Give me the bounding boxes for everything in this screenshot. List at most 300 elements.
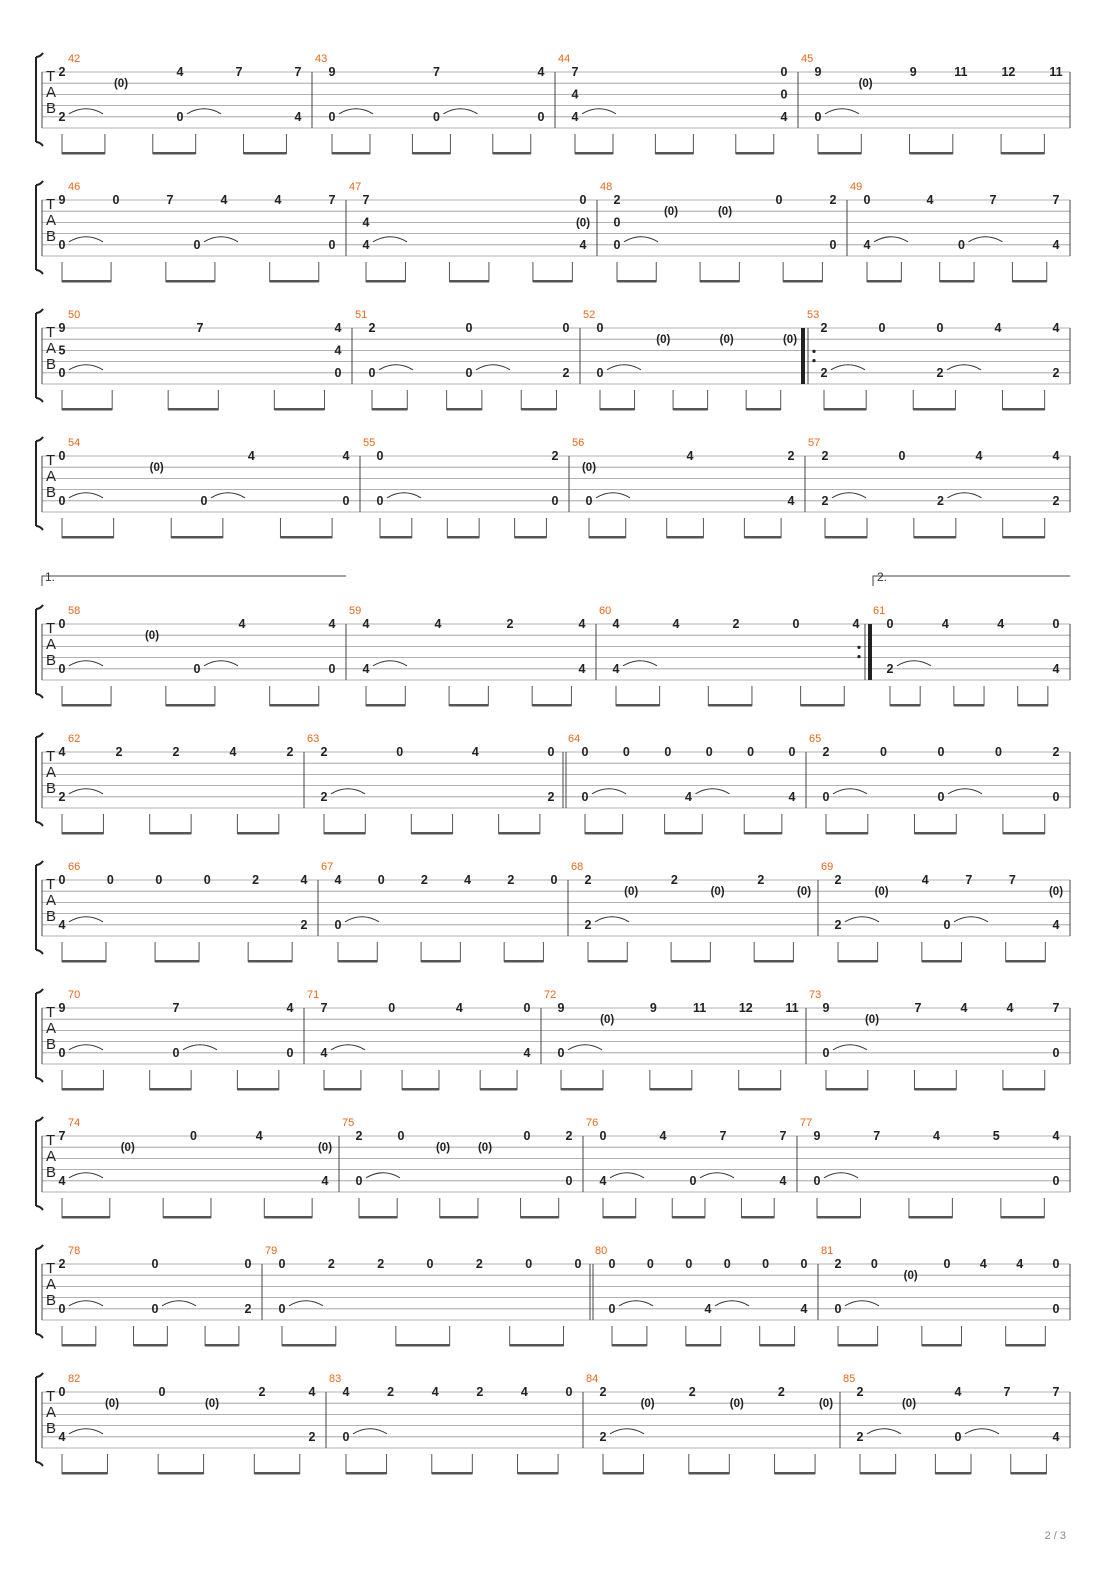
fret-number: 2 — [821, 449, 829, 463]
fret-number: 9 — [58, 193, 66, 207]
fret-number: 0 — [278, 1257, 286, 1271]
fret-number: 2 — [821, 493, 829, 508]
fret-number: 2 — [562, 365, 570, 380]
measure-number: 71 — [307, 989, 320, 1001]
measure — [807, 309, 1060, 411]
note-beam — [838, 1344, 878, 1347]
fret-number: 0 — [58, 1045, 66, 1060]
fret-number: 7 — [1008, 873, 1016, 887]
fret-number: 2 — [937, 493, 944, 508]
fret-number: 0 — [822, 1045, 830, 1060]
fret-number: 0 — [579, 193, 587, 207]
fret-number: 11 — [785, 1001, 799, 1015]
ghost-fret-number: (0) — [903, 1270, 918, 1283]
note-beam — [783, 280, 822, 283]
tab-clef-letter: T — [46, 1132, 56, 1149]
fret-number: 7 — [196, 321, 204, 335]
measure-number: 57 — [808, 437, 821, 449]
fret-number: 2 — [565, 1129, 573, 1143]
measure-number: 52 — [583, 309, 596, 321]
fret-number: 0 — [328, 109, 336, 124]
fret-number: 2 — [58, 109, 66, 124]
note-beam — [914, 832, 956, 835]
note-beam — [588, 960, 627, 963]
fret-number: 4 — [434, 617, 442, 631]
fret-number: 7 — [172, 1001, 180, 1015]
ghost-fret-number: (0) — [317, 1142, 333, 1155]
fret-number: 2 — [420, 873, 428, 887]
fret-number: 2 — [327, 1257, 335, 1271]
fret-number: 0 — [943, 917, 951, 932]
fret-number: 0 — [565, 1173, 573, 1188]
slur-arc — [204, 661, 238, 666]
tab-system — [36, 1245, 1070, 1347]
fret-number: 4 — [300, 873, 308, 887]
fret-number: 2 — [584, 917, 592, 932]
fret-number: 0 — [58, 617, 66, 631]
note-beam — [282, 1344, 336, 1347]
fret-number: 4 — [994, 321, 1002, 335]
tab-clef-letter: T — [46, 1260, 56, 1277]
fret-number: 4 — [58, 1173, 66, 1188]
slur-arc — [824, 1173, 858, 1178]
fret-number: 4 — [537, 65, 545, 79]
fret-number: 0 — [954, 1429, 962, 1444]
measure-number: 68 — [571, 861, 584, 873]
measure — [800, 1117, 1060, 1219]
repeat-start-bar — [801, 328, 805, 384]
slur-arc — [610, 1173, 644, 1178]
slur-arc — [596, 493, 630, 498]
fret-number: 0 — [878, 321, 886, 335]
fret-number: 2 — [551, 449, 559, 463]
tab-clef-letter: A — [46, 1276, 57, 1293]
measure-number: 42 — [68, 53, 81, 65]
fret-number: 0 — [581, 745, 589, 759]
repeat-dot — [812, 359, 815, 362]
fret-number: 7 — [1052, 1001, 1060, 1015]
slur-arc — [832, 493, 866, 498]
measure-number: 75 — [342, 1117, 355, 1129]
measure-number: 51 — [355, 309, 368, 321]
fret-number: 0 — [585, 493, 593, 508]
ghost-fret-number: (0) — [796, 886, 812, 899]
ghost-fret-number: (0) — [149, 462, 164, 475]
note-beam — [62, 1216, 110, 1219]
slur-arc — [624, 237, 658, 242]
fret-number: 0 — [465, 321, 473, 335]
measure — [363, 437, 559, 539]
measure — [821, 861, 1063, 963]
fret-number: 4 — [342, 1385, 350, 1399]
note-beam — [672, 1216, 705, 1219]
measure-number: 56 — [572, 437, 585, 449]
note-beam — [62, 280, 111, 283]
fret-number: 4 — [787, 493, 795, 508]
slur-arc — [954, 917, 988, 922]
ghost-fret-number: (0) — [581, 462, 597, 475]
note-beam — [954, 704, 984, 707]
note-beam — [346, 1472, 387, 1475]
slur-arc — [595, 917, 629, 922]
fret-number: 0 — [537, 109, 545, 124]
note-beam — [166, 704, 215, 707]
fret-number: 4 — [788, 789, 796, 804]
fret-number: 0 — [596, 321, 604, 335]
tab-system — [36, 181, 1070, 283]
fret-number: 4 — [247, 449, 255, 463]
note-beam — [521, 408, 556, 411]
fret-number: 4 — [255, 1129, 263, 1143]
note-beam — [935, 1472, 971, 1475]
note-beam — [338, 960, 377, 963]
fret-number: 11 — [1049, 65, 1063, 79]
fret-number: 0 — [328, 661, 336, 676]
measure — [801, 53, 1063, 155]
tab-system — [36, 1117, 1070, 1219]
volta-line — [873, 576, 1070, 586]
note-beam — [824, 408, 866, 411]
fret-number: 0 — [937, 789, 945, 804]
note-beam — [825, 536, 867, 539]
fret-number: 4 — [1052, 1129, 1060, 1143]
fret-number: 0 — [433, 109, 440, 124]
tab-clef-letter: A — [46, 1148, 57, 1165]
note-beam — [518, 1472, 559, 1475]
fret-number: 0 — [863, 193, 871, 207]
measure — [59, 437, 350, 539]
fret-number: 9 — [814, 65, 822, 79]
fret-number: 7 — [914, 1001, 922, 1015]
fret-number: 2 — [172, 745, 180, 759]
slur-arc — [610, 1429, 644, 1434]
slur-arc — [897, 661, 931, 666]
note-beam — [603, 1216, 636, 1219]
volta-label: 1. — [45, 570, 56, 584]
repeat-dot — [812, 350, 815, 353]
fret-number: 2 — [886, 661, 894, 676]
tab-clef-letter: T — [46, 68, 56, 85]
tab-clef-letter: T — [46, 620, 56, 637]
slur-arc — [353, 1429, 387, 1434]
note-beam — [818, 152, 861, 155]
fret-number: 0 — [747, 745, 755, 759]
tab-clef-letter: T — [46, 452, 56, 469]
note-beam — [1002, 408, 1044, 411]
note-beam — [667, 536, 704, 539]
tab-system — [36, 309, 1070, 411]
volta-bracket-first — [42, 570, 346, 586]
fret-number: 4 — [328, 617, 336, 631]
fret-number: 0 — [1052, 617, 1060, 631]
note-beam — [1006, 1344, 1046, 1347]
fret-number: 0 — [193, 661, 201, 676]
fret-number: 0 — [937, 745, 945, 759]
fret-number: 0 — [581, 789, 589, 804]
fret-number: 2 — [58, 1257, 66, 1271]
fret-number: 4 — [800, 1301, 808, 1316]
note-beam — [324, 1088, 361, 1091]
slur-arc — [289, 1301, 323, 1306]
measure-number: 74 — [68, 1117, 81, 1129]
tab-clef-letter: B — [46, 356, 57, 373]
fret-number: 0 — [943, 1257, 951, 1271]
measure — [315, 53, 545, 155]
measure — [572, 437, 795, 539]
fret-number: 2 — [547, 789, 555, 804]
slur-arc — [69, 789, 103, 794]
measure-number: 77 — [800, 1117, 813, 1129]
note-beam — [826, 1088, 868, 1091]
fret-number: 0 — [200, 493, 208, 508]
fret-number: 2 — [732, 617, 740, 631]
fret-number: 7 — [294, 65, 302, 79]
note-beam — [914, 536, 956, 539]
note-beam — [270, 704, 319, 707]
fret-number: 0 — [898, 449, 906, 463]
note-beam — [914, 1088, 956, 1091]
measure-number: 48 — [600, 181, 613, 193]
measure-number: 64 — [568, 733, 581, 745]
note-beam — [244, 152, 287, 155]
note-beam — [867, 280, 901, 283]
fret-number: 2 — [300, 917, 308, 932]
repeat-dot — [857, 655, 860, 658]
fret-number: 9 — [909, 65, 917, 79]
fret-number: 2 — [506, 617, 514, 631]
fret-number: 4 — [1052, 449, 1060, 463]
tab-system — [36, 605, 1070, 707]
measure — [329, 1373, 573, 1475]
fret-number: 2 — [820, 321, 828, 335]
fret-number: 0 — [342, 493, 350, 508]
measure-number: 73 — [809, 989, 822, 1001]
fret-number: 7 — [873, 1129, 881, 1143]
measure-number: 84 — [586, 1373, 599, 1385]
fret-number: 0 — [1052, 1045, 1060, 1060]
fret-number: 0 — [880, 745, 887, 759]
note-beam — [801, 704, 845, 707]
tab-system — [36, 1373, 1070, 1475]
slur-arc — [833, 789, 867, 794]
fret-number: 9 — [649, 1001, 657, 1015]
measure — [850, 181, 1060, 283]
note-beam — [603, 1472, 644, 1475]
tab-clef-letter: A — [46, 1404, 57, 1421]
slur-arc — [373, 237, 407, 242]
fret-number: 2 — [475, 1257, 483, 1271]
fret-number: 0 — [523, 1129, 531, 1143]
slur-arc — [833, 1045, 867, 1050]
fret-number: 4 — [308, 1385, 316, 1399]
measure — [821, 1245, 1060, 1347]
measure-number: 65 — [809, 733, 822, 745]
fret-number: 2 — [115, 745, 123, 759]
fret-number: 0 — [762, 1257, 770, 1271]
note-beam — [62, 1472, 107, 1475]
measure — [59, 181, 336, 283]
note-beam — [153, 152, 196, 155]
fret-number: 4 — [1016, 1257, 1024, 1271]
note-beam — [617, 280, 656, 283]
fret-number: 12 — [1001, 65, 1016, 79]
fret-number: 9 — [822, 1001, 830, 1015]
tab-clef-letter: B — [46, 100, 57, 117]
note-beam — [264, 1216, 312, 1219]
fret-number: 4 — [578, 661, 586, 676]
slur-arc — [345, 917, 379, 922]
fret-number: 2 — [320, 789, 328, 804]
note-beam — [449, 704, 488, 707]
fret-number: 7 — [965, 873, 973, 887]
fret-number: 2 — [476, 1385, 484, 1399]
fret-number: 2 — [368, 321, 376, 335]
note-beam — [324, 832, 365, 835]
note-beam — [1012, 280, 1046, 283]
fret-number: 4 — [933, 1129, 940, 1143]
measure — [544, 989, 799, 1091]
fret-number: 0 — [368, 365, 376, 380]
fret-number: 4 — [320, 1045, 328, 1060]
measure-number: 46 — [68, 181, 81, 193]
fret-number: 4 — [431, 1385, 439, 1399]
fret-number: 0 — [172, 1045, 180, 1060]
slur-arc — [69, 1429, 103, 1434]
tab-clef-letter: B — [46, 780, 57, 797]
slur-arc — [183, 1045, 217, 1050]
note-beam — [1018, 704, 1048, 707]
fret-number: 2 — [377, 1257, 385, 1271]
note-beam — [237, 832, 278, 835]
note-beam — [432, 1472, 473, 1475]
measure — [809, 989, 1060, 1091]
slur-arc — [69, 661, 103, 666]
measure-number: 76 — [586, 1117, 599, 1129]
fret-number: 4 — [176, 65, 184, 79]
note-beam — [775, 1472, 816, 1475]
measure — [59, 605, 336, 707]
note-beam — [447, 408, 482, 411]
ghost-fret-number: (0) — [104, 1398, 120, 1411]
note-beam — [62, 704, 111, 707]
fret-number: 0 — [376, 493, 384, 508]
fret-number: 0 — [355, 1173, 363, 1188]
note-beam — [673, 408, 708, 411]
slur-arc — [696, 789, 730, 794]
fret-number: 4 — [362, 617, 370, 631]
note-beam — [741, 1216, 774, 1219]
fret-number: 4 — [672, 617, 680, 631]
ghost-fret-number: (0) — [640, 1398, 655, 1411]
note-beam — [708, 704, 752, 707]
note-beam — [521, 1216, 559, 1219]
fret-number: 4 — [960, 1001, 968, 1015]
note-beam — [359, 1216, 397, 1219]
fret-number: 2 — [1052, 493, 1060, 508]
measure-number: 69 — [821, 861, 834, 873]
slur-arc — [715, 1301, 749, 1306]
fret-number: 0 — [547, 745, 555, 759]
fret-number: 7 — [1003, 1385, 1011, 1399]
measure — [843, 1373, 1060, 1475]
note-beam — [826, 832, 868, 835]
fret-number: 0 — [193, 237, 201, 252]
note-beam — [134, 1344, 168, 1347]
measure — [568, 733, 796, 835]
fret-number: 4 — [1052, 237, 1060, 252]
measure — [307, 989, 531, 1091]
note-beam — [158, 1472, 203, 1475]
fret-number: 2 — [613, 193, 621, 207]
note-beam — [62, 1344, 96, 1347]
note-beam — [890, 704, 920, 707]
fret-number: 0 — [995, 745, 1002, 759]
slur-arc — [845, 917, 879, 922]
fret-number: 7 — [58, 1129, 66, 1143]
fret-number: 4 — [58, 1429, 66, 1444]
fret-number: 0 — [158, 1385, 166, 1399]
fret-number: 0 — [396, 745, 404, 759]
note-beam — [449, 280, 488, 283]
fret-number: 0 — [155, 873, 163, 887]
fret-number: 0 — [176, 109, 184, 124]
note-beam — [655, 152, 693, 155]
measure-number: 78 — [68, 1245, 81, 1257]
measure — [59, 1245, 252, 1347]
fret-number: 4 — [599, 1173, 607, 1188]
measure-number: 63 — [307, 733, 320, 745]
fret-number: 4 — [342, 449, 350, 463]
measure-number: 49 — [850, 181, 863, 193]
tab-clef-letter: A — [46, 1020, 57, 1037]
fret-number: 7 — [1052, 1385, 1060, 1399]
fret-number: 0 — [334, 917, 342, 932]
fret-number: 9 — [557, 1001, 565, 1015]
note-beam — [62, 536, 114, 539]
measure — [307, 733, 555, 835]
ghost-fret-number: (0) — [717, 206, 733, 219]
fret-number: 0 — [376, 449, 384, 463]
measure-number: 58 — [68, 605, 81, 617]
note-beam — [686, 1344, 721, 1347]
note-beam — [746, 408, 781, 411]
note-beam — [744, 536, 781, 539]
tab-clef-letter: B — [46, 1164, 57, 1181]
note-beam — [62, 960, 106, 963]
ghost-fret-number: (0) — [858, 78, 873, 91]
fret-number: 7 — [779, 1129, 787, 1143]
measure — [586, 1373, 833, 1475]
note-beam — [736, 152, 774, 155]
fret-number: 4 — [362, 661, 370, 676]
repeat-dot — [857, 646, 860, 649]
note-beam — [510, 1344, 564, 1347]
slur-arc — [69, 237, 103, 242]
fret-number: 0 — [599, 1129, 607, 1143]
note-beam — [600, 408, 635, 411]
fret-number: 4 — [520, 1385, 528, 1399]
tab-clef-letter: A — [46, 84, 57, 101]
note-beam — [671, 960, 710, 963]
fret-number: 0 — [822, 789, 830, 804]
fret-number: 0 — [800, 1257, 808, 1271]
fret-number: 4 — [229, 745, 237, 759]
tab-clef-letter: B — [46, 1292, 57, 1309]
tab-system — [36, 989, 1070, 1091]
fret-number: 0 — [58, 661, 66, 676]
fret-number: 0 — [613, 215, 621, 230]
tab-clef-letter: A — [46, 892, 57, 909]
